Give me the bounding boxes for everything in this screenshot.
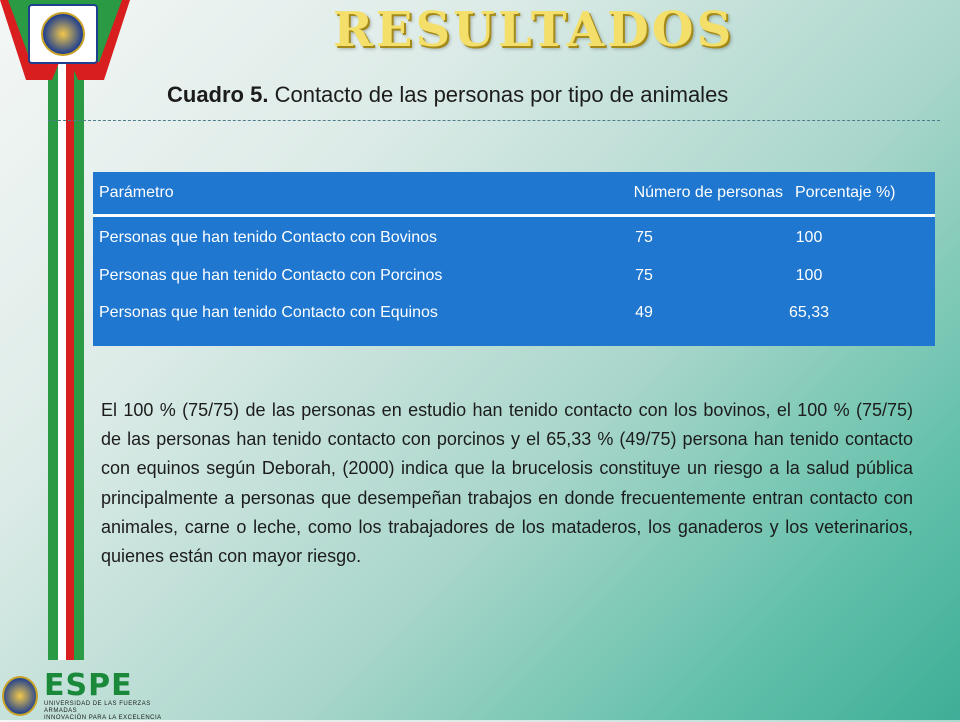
caption-label: Cuadro 5.	[167, 82, 269, 107]
cell-porcentaje: 100	[795, 229, 823, 246]
ribbon-green-left	[48, 0, 58, 660]
cell-porcentaje: 65,33	[788, 304, 830, 321]
table-caption	[167, 82, 728, 108]
table-row	[93, 292, 935, 334]
results-table	[93, 172, 935, 346]
dashed-divider	[48, 120, 940, 121]
cell-porcentaje: 100	[795, 266, 823, 284]
table-row	[93, 259, 935, 292]
logo-line1: UNIVERSIDAD DE LAS FUERZAS ARMADAS	[44, 700, 151, 714]
slide-title: RESULTADOS	[333, 2, 735, 58]
cell-parametro: Personas que han tenido Contacto con Porcinos	[99, 266, 443, 284]
header-porcentaje: Porcentaje %)	[795, 184, 896, 201]
logo-name: ESPE	[44, 667, 133, 703]
ribbon-green-right	[74, 0, 84, 660]
logo-line2: INNOVACIÓN PARA LA EXCELENCIA	[44, 714, 162, 721]
header-parametro: Parámetro	[99, 184, 174, 201]
crest-logo	[28, 4, 98, 64]
cell-parametro: Personas que han tenido Contacto con Equinos	[99, 304, 438, 321]
table-header	[93, 172, 935, 217]
results-paragraph: El 100 % (75/75) de las personas en estudio han tenido contacto con los bovinos, el 100 % (75/75) de las personas han tenido contacto con porcinos y el 65,33 % (49/75) persona han tenido contacto con equinos según Deborah, (2000) indica que la brucelosis constituye un riesgo a la salud pública principalmente a personas que desempeñan trabajos en donde frecuentemente entran contacto con animales, carne o leche, como los trabajadores de los mataderos, los ganaderos y los veterinarios, quienes están con mayor riesgo.	[101, 400, 913, 567]
crest-emblem-icon	[41, 12, 85, 56]
table-row	[93, 217, 935, 259]
espe-logo	[2, 667, 170, 721]
cell-numero: 75	[635, 266, 653, 284]
cell-numero: 75	[635, 229, 653, 246]
header-numero: Número de personas	[633, 184, 783, 201]
cell-numero: 49	[635, 304, 653, 321]
logo-text	[44, 667, 170, 722]
cell-parametro: Personas que han tenido Contacto con Bovinos	[99, 229, 438, 246]
university-seal-icon	[2, 676, 38, 716]
caption-text: Contacto de las personas por tipo de animales	[268, 82, 729, 107]
